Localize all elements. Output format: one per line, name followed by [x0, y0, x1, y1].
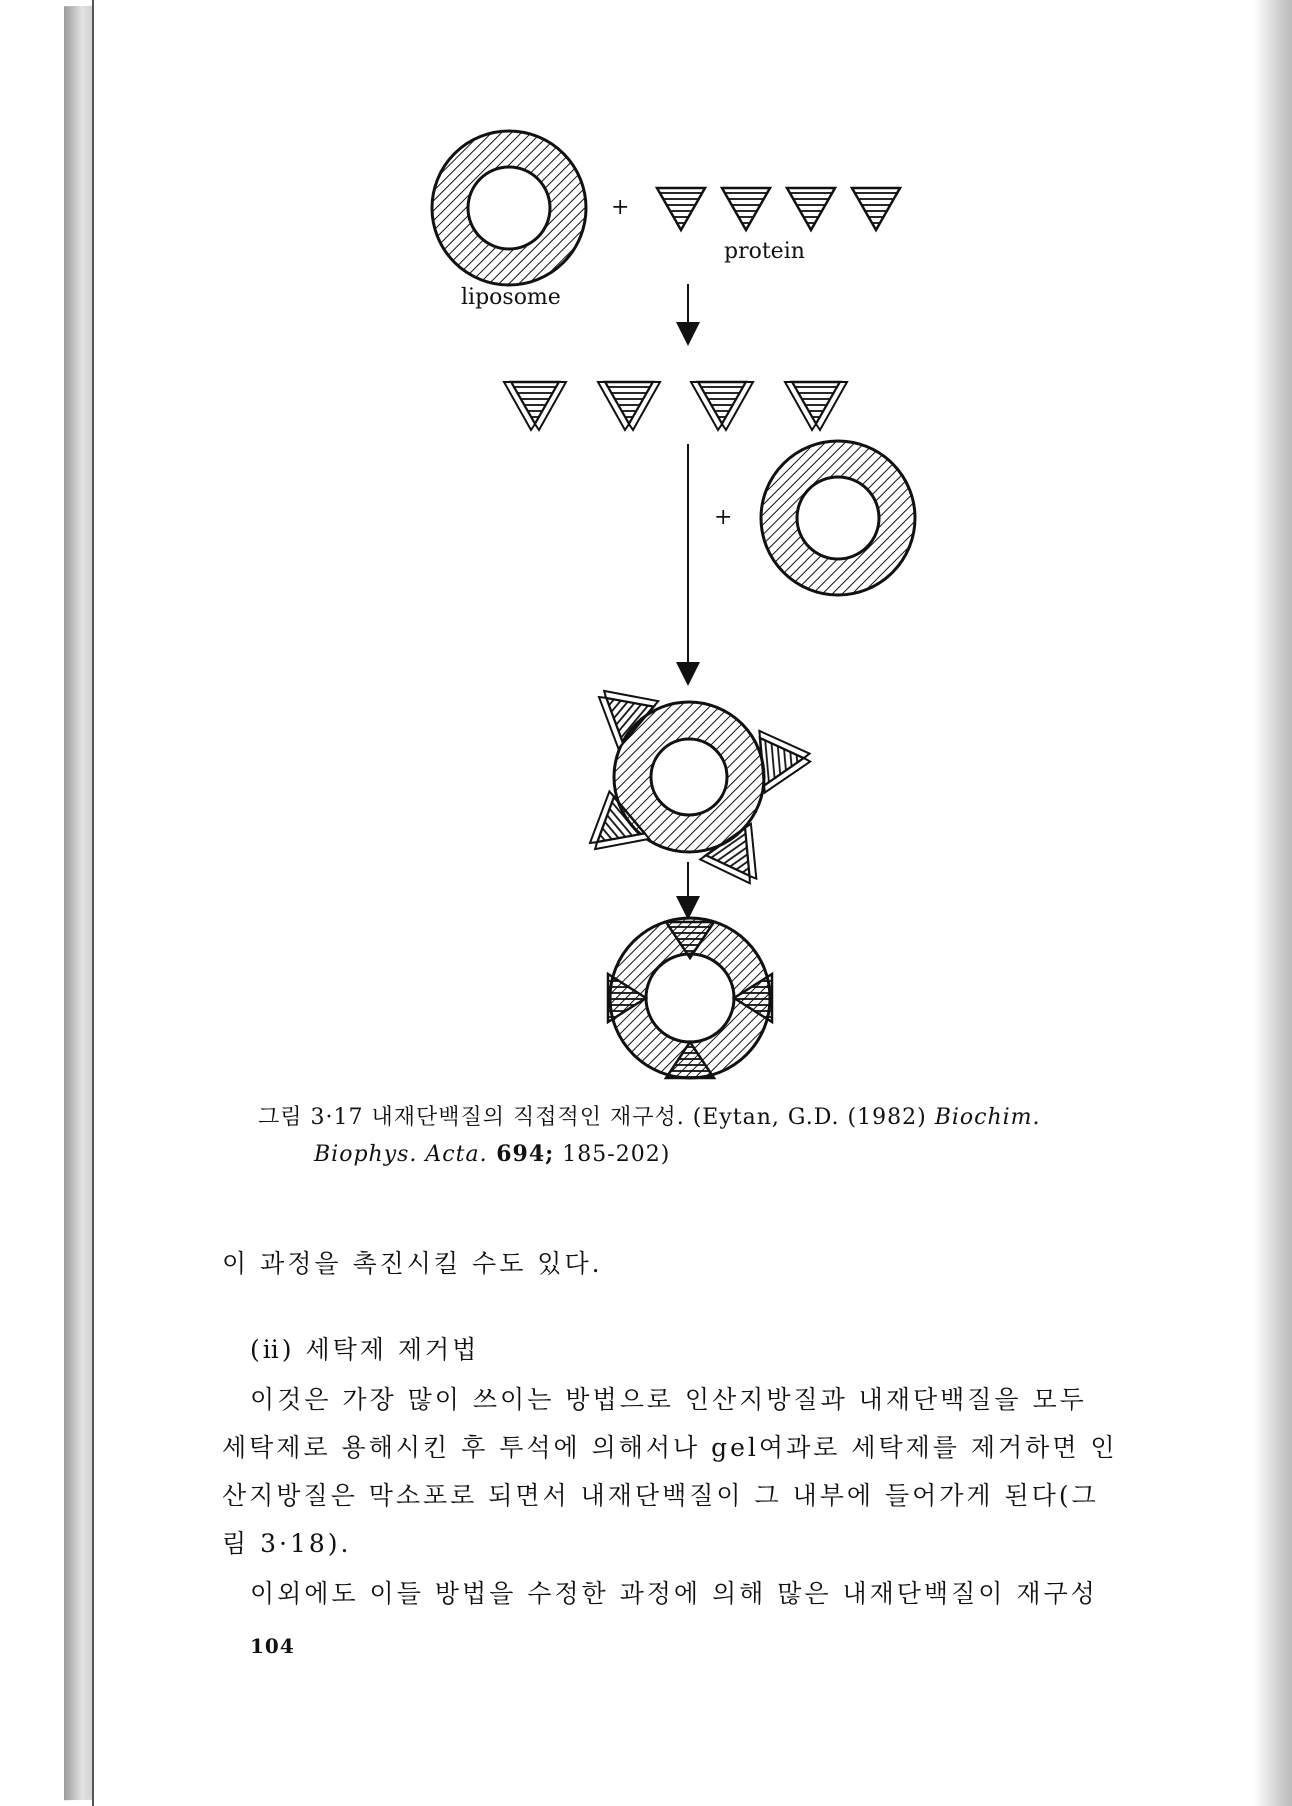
reconstituted-proteoliposome: [608, 918, 772, 1078]
caption-pages: 185-202): [554, 1142, 671, 1167]
caption-text: 그림 3·17 내재단백질의 직접적인 재구성. (Eytan, G.D. (1982): [258, 1105, 935, 1130]
protein-triangle: [852, 188, 900, 230]
paragraph-line: 이외에도 이들 방법을 수정한 과정에 의해 많은 내재단백질이 재구성: [250, 1579, 1098, 1608]
protein-triangle: [657, 188, 705, 230]
paragraph-line: 림 3·18).: [222, 1529, 352, 1558]
protein-label: protein: [724, 239, 805, 264]
protein-lipid-complex: [785, 382, 847, 430]
plus-sign: +: [714, 505, 733, 530]
caption-volume: 694;: [487, 1141, 555, 1167]
figure-caption: [258, 1100, 1118, 1173]
page-number: 104: [250, 1634, 295, 1658]
paragraph-line: 이것은 가장 많이 쓰이는 방법으로 인산지방질과 내재단백질을 모두: [250, 1385, 1087, 1414]
liposome-ring: [761, 441, 915, 595]
protein-lipid-complex: [504, 382, 566, 430]
protein-lipid-complex: [759, 727, 812, 793]
protein-lipid-complex: [691, 382, 753, 430]
protein-triangle: [722, 188, 770, 230]
paragraph-line: 세탁제로 용해시킨 후 투석에 의해서나 gel여과로 세탁제를 제거하면 인: [222, 1433, 1118, 1462]
plus-sign: +: [611, 195, 630, 220]
body-line: 이 과정을 촉진시킬 수도 있다.: [222, 1249, 603, 1278]
lipid-coated-proteins: [504, 382, 847, 430]
protein-triangle: [787, 188, 835, 230]
liposome-label: liposome: [461, 285, 561, 310]
section-heading: (ⅱ) 세탁제 제거법: [250, 1335, 480, 1364]
liposome-ring: [432, 131, 586, 285]
liposome-with-surface-proteins: [573, 670, 813, 898]
caption-journal-cont: Biophys. Acta.: [314, 1142, 488, 1167]
paragraph-line: 산지방질은 막소포로 되면서 내재단백질이 그 내부에 들어가게 된다(그: [222, 1481, 1099, 1510]
protein-lipid-complex: [598, 382, 660, 430]
free-proteins: [657, 188, 900, 230]
caption-journal: Biochim.: [934, 1105, 1041, 1130]
